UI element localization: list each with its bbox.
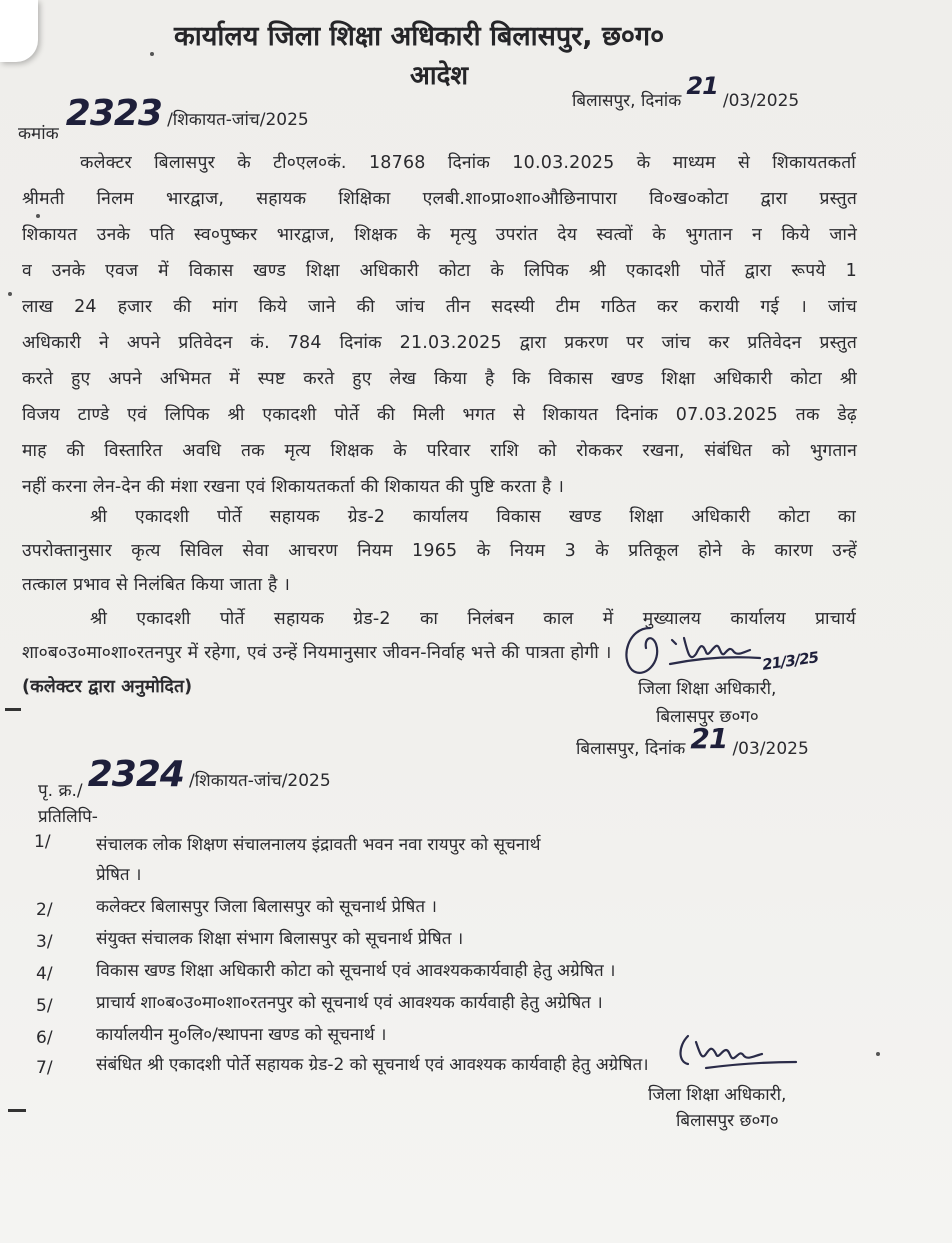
copy-item-text: प्राचार्य शा०ब०उ०मा०शा०रतनपुर को सूचनार्थ एवं आवश्यक कार्यवाही हेतु अग्रेषित । bbox=[96, 993, 603, 1013]
para1-line: करते हुए अपने अभिमत में स्पष्ट करते हुए लेख किया है कि विकास खण्ड शिक्षा अधिकारी कोटा श्री bbox=[22, 369, 857, 389]
copy-item-number: 6/ bbox=[36, 1028, 53, 1048]
copy-item-number: 3/ bbox=[36, 932, 53, 952]
copy-item-number: 7/ bbox=[36, 1058, 53, 1078]
copy-item-number: 4/ bbox=[36, 964, 53, 984]
copy-ref-suffix: /शिकायत-जांच/2025 bbox=[189, 771, 331, 791]
para3-line: श्री एकादशी पोर्ते सहायक ग्रेड-2 का निलंबन काल में मुख्यालय कार्यालय प्राचार्य bbox=[90, 609, 856, 629]
signature-1-designation: जिला शिक्षा अधिकारी, bbox=[638, 679, 777, 699]
scan-dash-mark bbox=[8, 1109, 26, 1112]
order-title: आदेश bbox=[410, 61, 469, 91]
para1-line: अधिकारी ने अपने प्रतिवेदन कं. 784 दिनांक 21.03.2025 द्वारा प्रकरण पर जांच कर प्रतिवेदन प्रस्तुत bbox=[22, 333, 857, 353]
copy-item-text: कलेक्टर बिलासपुर जिला बिलासपुर को सूचनार्थ प्रेषित । bbox=[96, 897, 437, 917]
copy-item-number: 5/ bbox=[36, 996, 53, 1016]
para2-line: उपरोक्तानुसार कृत्य सिविल सेवा आचरण नियम 1965 के नियम 3 के प्रतिकूल होने के कारण उन्हें bbox=[22, 541, 857, 561]
scan-speck bbox=[36, 214, 40, 218]
copy-reference bbox=[38, 754, 331, 801]
para1-line: विजय टाण्डे एवं लिपिक श्री एकादशी पोर्ते की मिली भगत से शिकायत दिनांक 07.03.2025 तक डेढ़ bbox=[22, 405, 857, 425]
para1-line: श्रीमती निलम भारद्वाज, सहायक शिक्षिका एलबी.शा०प्रा०शा०औछिनापारा वि०ख०कोटा द्वारा प्रस्तुत bbox=[22, 189, 857, 209]
copy-item-continuation: प्रेषित । bbox=[96, 865, 142, 885]
para1-line: लाख 24 हजार की मांग किये जाने की जांच तीन सदस्यी टीम गठित कर करायी गई । जांच bbox=[22, 297, 857, 317]
copy-date bbox=[576, 722, 809, 759]
copy-ref-label: पृ. क्र./ bbox=[38, 781, 83, 801]
para1-line: व उनके एवज में विकास खण्ड शिक्षा अधिकारी कोटा के लिपिक श्री एकादशी पोर्ते द्वारा रूपये 1 bbox=[22, 261, 857, 281]
order-date-rest: /03/2025 bbox=[722, 91, 800, 111]
page-corner-fold bbox=[0, 0, 38, 62]
copy-item-text: संबंधित श्री एकादशी पोर्ते सहायक ग्रेड-2 को सूचनार्थ एवं आवश्यक कार्यवाही हेतु अग्रेषित। bbox=[96, 1055, 649, 1075]
copy-item-number: 1/ bbox=[34, 832, 51, 852]
copy-date-day-handwritten: 21 bbox=[690, 722, 728, 755]
order-ref-number-handwritten: 2323 bbox=[65, 93, 162, 134]
para2-line: तत्काल प्रभाव से निलंबित किया जाता है । bbox=[22, 575, 291, 595]
para2-line: श्री एकादशी पोर्ते सहायक ग्रेड-2 कार्यालय विकास खण्ड शिक्षा अधिकारी कोटा का bbox=[90, 507, 856, 527]
para1-line: माह की विस्तारित अवधि तक मृत्य शिक्षक के परिवार राशि को रोककर रखना, संबंधित को भुगतान bbox=[22, 441, 857, 461]
copy-item-text: विकास खण्ड शिक्षा अधिकारी कोटा को सूचनार्थ एवं आवश्यककार्यवाही हेतु अग्रेषित । bbox=[96, 961, 616, 981]
copy-date-rest: /03/2025 bbox=[732, 739, 809, 759]
copy-item-number: 2/ bbox=[36, 900, 53, 920]
order-reference bbox=[18, 93, 309, 144]
scan-speck bbox=[876, 1052, 880, 1056]
copy-item-text: कार्यालयीन मु०लि०/स्थापना खण्ड को सूचनार्थ । bbox=[96, 1025, 387, 1045]
office-title: कार्यालय जिला शिक्षा अधिकारी बिलासपुर, छ०ग० bbox=[174, 21, 665, 52]
order-ref-suffix: /शिकायत-जांच/2025 bbox=[167, 110, 309, 130]
signature-2-designation: जिला शिक्षा अधिकारी, bbox=[648, 1085, 787, 1105]
copy-item-text: संचालक लोक शिक्षण संचालनालय इंद्रावती भवन नवा रायपुर को सूचनार्थ bbox=[96, 835, 541, 855]
officer-signature-2 bbox=[666, 1028, 816, 1078]
copy-ref-number-handwritten: 2324 bbox=[87, 754, 184, 795]
order-date-prefix: बिलासपुर, दिनांक bbox=[572, 91, 682, 111]
para1-line: नहीं करना लेन-देन की मंशा रखना एवं शिकायतकर्ता की शिकायत की पुष्टि करता है । bbox=[22, 477, 565, 497]
scan-speck bbox=[150, 52, 154, 56]
order-ref-label: कमांक bbox=[18, 124, 59, 144]
approval-note: (कलेक्टर द्वारा अनुमोदित) bbox=[22, 677, 193, 697]
para1-line: शिकायत उनके पति स्व०पुष्कर भारद्वाज, शिक्षक के मृत्यु उपरांत देय स्वत्वों के भुगतान न किये जाने bbox=[22, 225, 857, 245]
copy-item-text: संयुक्त संचालक शिक्षा संभाग बिलासपुर को सूचनार्थ प्रेषित । bbox=[96, 929, 464, 949]
para1-line: कलेक्टर बिलासपुर के टी०एल०कं. 18768 दिनांक 10.03.2025 के माध्यम से शिकायतकर्ता bbox=[80, 153, 856, 173]
para3-line: शा०ब०उ०मा०शा०रतनपुर में रहेगा, एवं उन्हें नियमानुसार जीवन-निर्वाह भत्ते की पात्रता होगी । bbox=[22, 643, 612, 663]
order-date-day-handwritten: 21 bbox=[686, 72, 718, 100]
signature-2-place: बिलासपुर छ०ग० bbox=[676, 1111, 779, 1131]
scan-speck bbox=[8, 292, 12, 296]
scan-dash-mark bbox=[5, 708, 21, 711]
signature-1-place: बिलासपुर छ०ग० bbox=[656, 707, 759, 727]
signature-1-date-note: 21/3/25 bbox=[761, 648, 820, 674]
copy-heading: प्रतिलिपि- bbox=[38, 807, 98, 827]
copy-date-prefix: बिलासपुर, दिनांक bbox=[576, 739, 686, 759]
order-date bbox=[572, 72, 800, 111]
